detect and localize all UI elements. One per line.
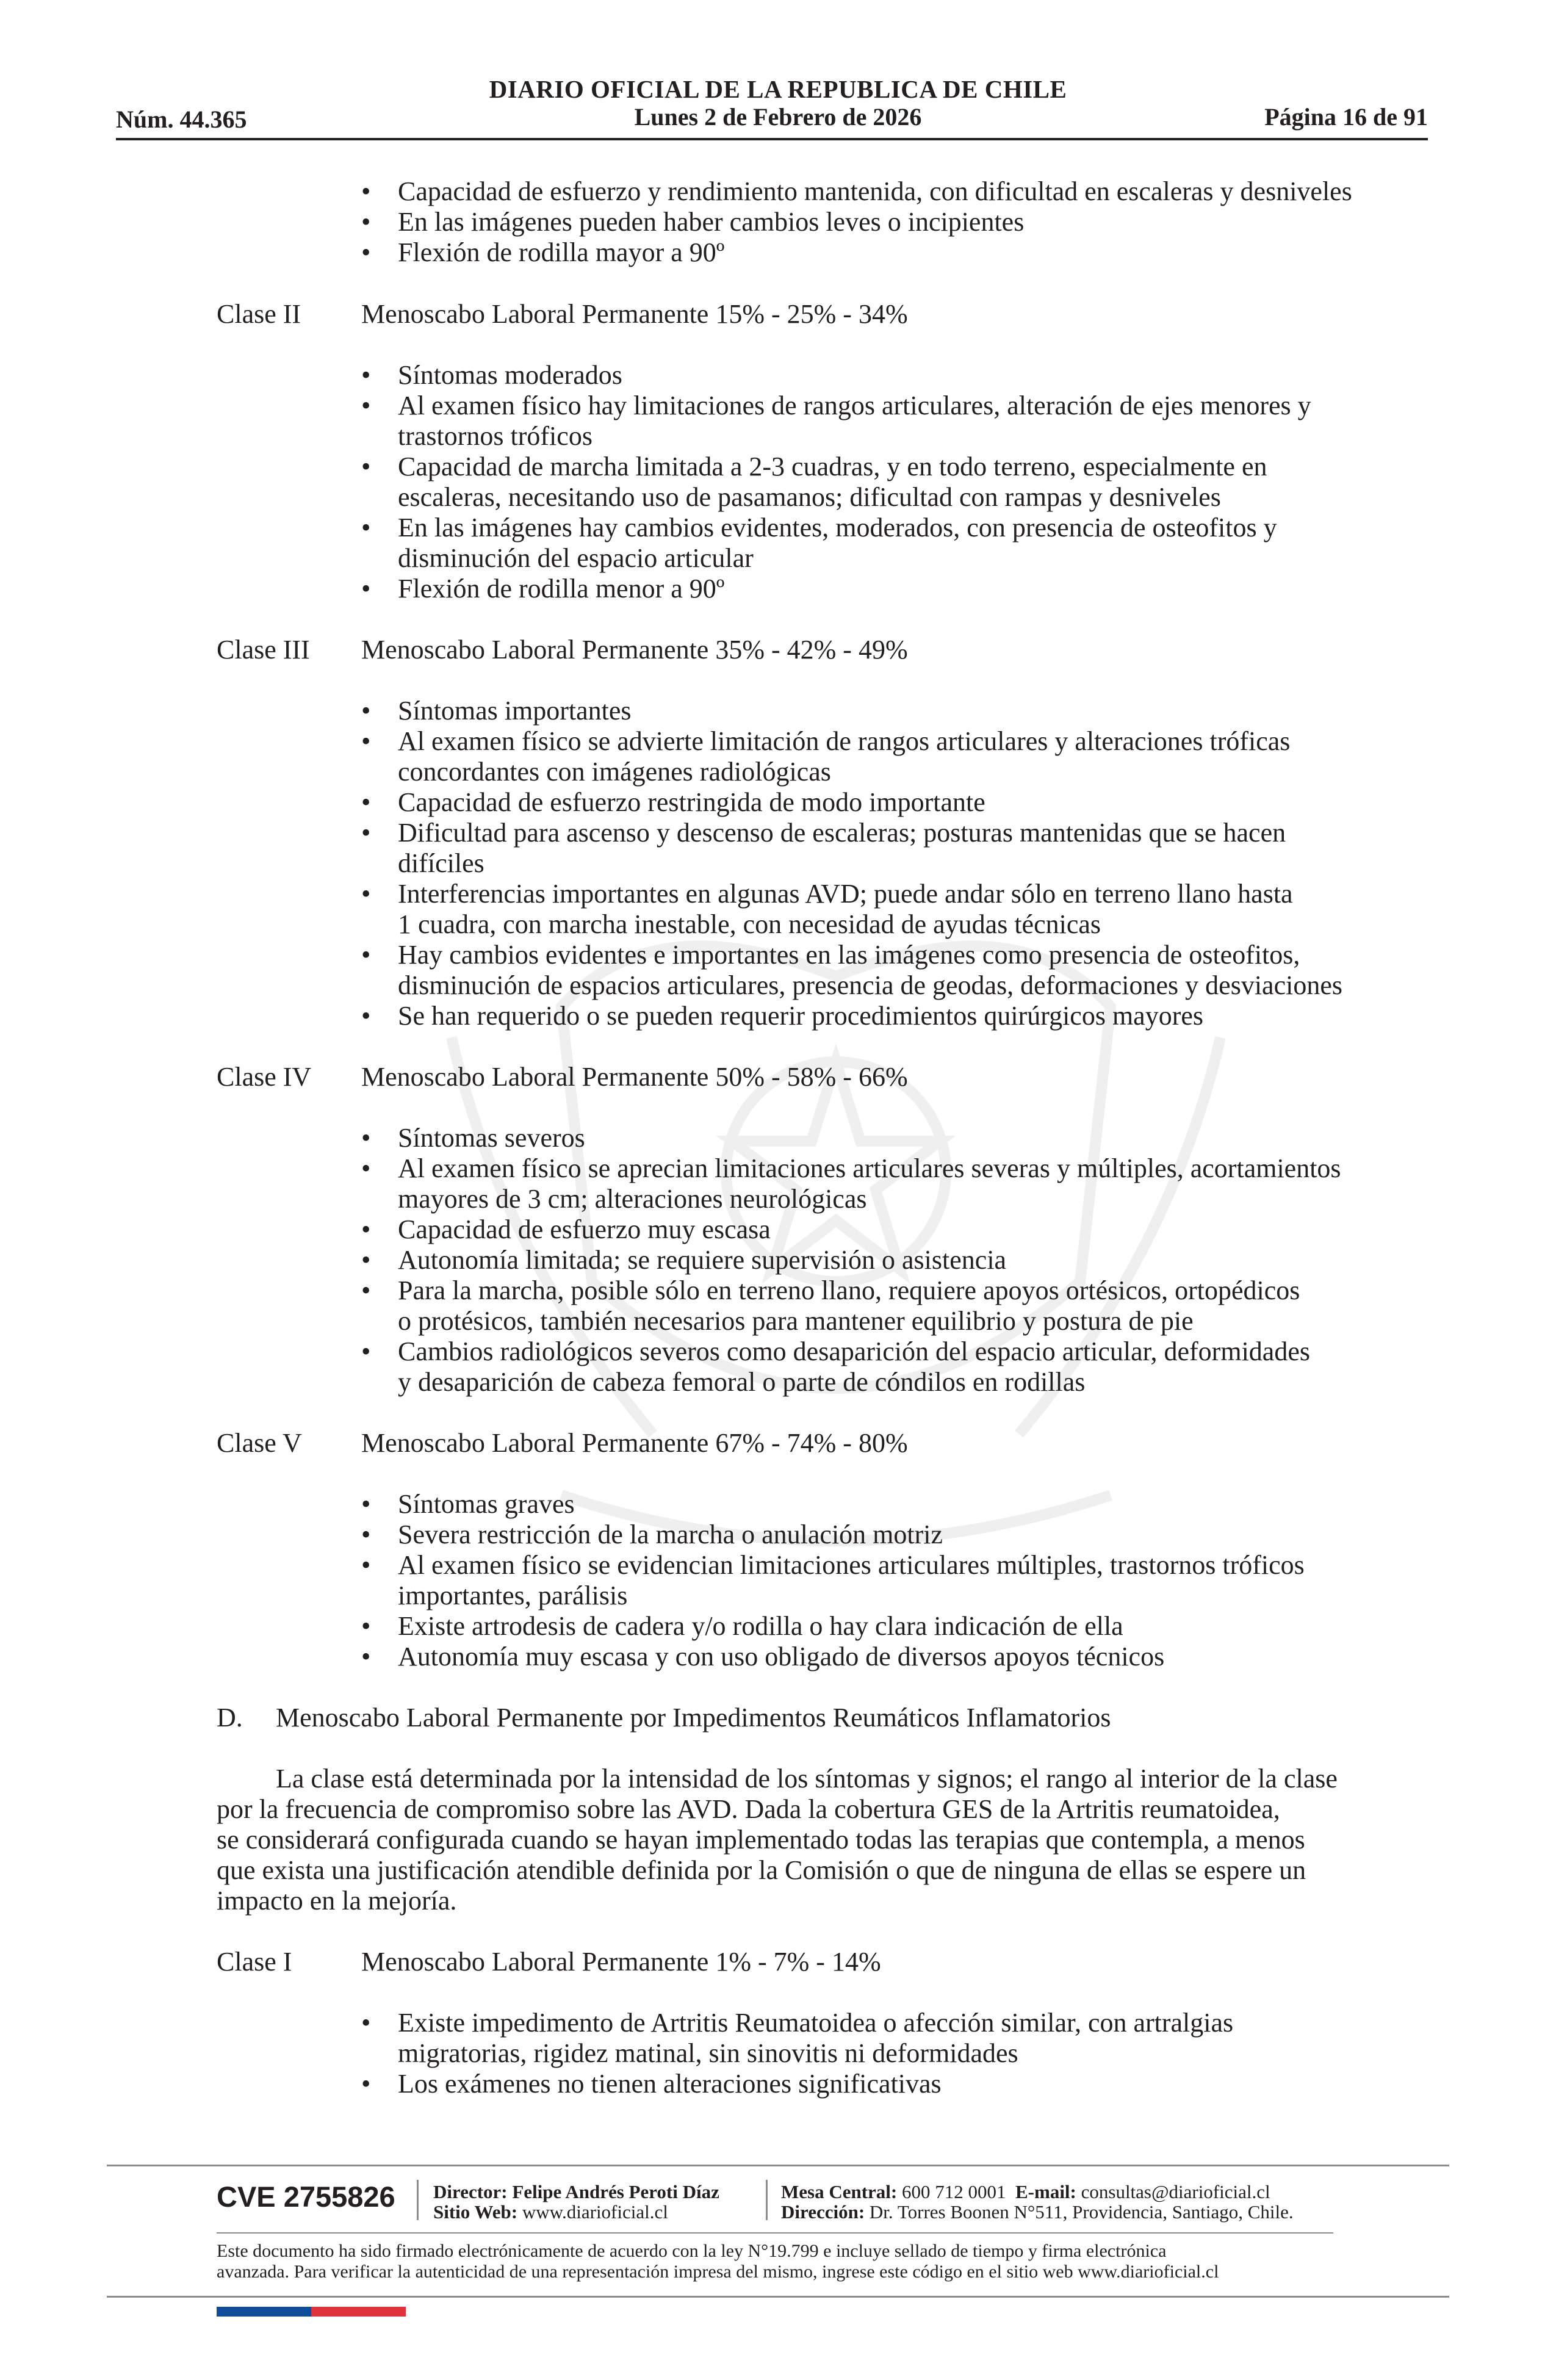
footer-director <box>433 2182 719 2202</box>
bullet-marker: • <box>361 879 371 909</box>
director-label: Director: <box>433 2181 508 2202</box>
list-item-continuation: trastornos tróficos <box>398 421 593 451</box>
paragraph-line: que exista una justificación atendible definida por la Comisión o que de ninguna de ellas se espere un <box>217 1855 1306 1885</box>
email-label: E-mail: <box>1015 2181 1076 2202</box>
list-item: Al examen físico se evidencian limitaciones articulares múltiples, trastornos tróficos <box>398 1550 1305 1580</box>
list-item: Síntomas moderados <box>398 360 622 390</box>
footer-separator <box>417 2180 419 2220</box>
section-letter: D. <box>217 1703 243 1733</box>
list-item-continuation: escaleras, necesitando uso de pasamanos; dificultad con rampas y desniveles <box>398 482 1221 512</box>
bullet-marker: • <box>361 1153 371 1183</box>
list-item: Severa restricción de la marcha o anulación motriz <box>398 1520 943 1549</box>
footer-divider <box>217 2232 1333 2234</box>
bullet-marker: • <box>361 1550 371 1580</box>
bullet-marker: • <box>361 1611 371 1641</box>
class-label: Clase II <box>217 299 301 329</box>
section-title: Menoscabo Laboral Permanente por Impedimentos Reumáticos Inflamatorios <box>276 1703 1111 1733</box>
menoscabo-range: Menoscabo Laboral Permanente 50% - 58% - 66% <box>361 1062 908 1092</box>
list-item-continuation: difíciles <box>398 848 484 878</box>
list-item-continuation: y desaparición de cabeza femoral o parte de cóndilos en rodillas <box>398 1367 1086 1397</box>
list-item: Dificultad para ascenso y descenso de escaleras; posturas mantenidas que se hacen <box>398 818 1286 848</box>
list-item-continuation: migratorias, rigidez matinal, sin sinovitis ni deformidades <box>398 2038 1018 2068</box>
footer-divider <box>107 2296 1449 2298</box>
class-label: Clase IV <box>217 1062 312 1092</box>
menoscabo-range: Menoscabo Laboral Permanente 67% - 74% - 80% <box>361 1428 908 1458</box>
list-item-continuation: o protésicos, también necesarios para mantener equilibrio y postura de pie <box>398 1306 1194 1336</box>
bullet-marker: • <box>361 391 371 420</box>
list-item: Al examen físico se advierte limitación de rangos articulares y alteraciones tróficas <box>398 726 1291 756</box>
menoscabo-range: Menoscabo Laboral Permanente 15% - 25% - 34% <box>361 299 908 329</box>
bullet-marker: • <box>361 207 371 237</box>
bullet-marker: • <box>361 1275 371 1305</box>
flag-stripe-blue <box>217 2307 311 2317</box>
menoscabo-range: Menoscabo Laboral Permanente 35% - 42% - 49% <box>361 635 908 665</box>
bullet-marker: • <box>361 696 371 726</box>
list-item: Capacidad de marcha limitada a 2-3 cuadras, y en todo terreno, especialmente en <box>398 452 1267 481</box>
bullet-marker: • <box>361 1520 371 1549</box>
bullet-marker: • <box>361 726 371 756</box>
paragraph-line: por la frecuencia de compromiso sobre las AVD. Dada la cobertura GES de la Artritis reumatoidea, <box>217 1794 1280 1824</box>
list-item: Hay cambios evidentes e importantes en las imágenes como presencia de osteofitos, <box>398 940 1300 970</box>
address-label: Dirección: <box>781 2201 865 2223</box>
issue-number: Núm. 44.365 <box>116 106 247 133</box>
list-item: Autonomía muy escasa y con uso obligado de diversos apoyos técnicos <box>398 1642 1165 1671</box>
bullet-marker: • <box>361 787 371 817</box>
legal-notice-line: avanzada. Para verificar la autenticidad de una representación impresa del mismo, ingrese este código en el sitio web www.diarioficial.cl <box>217 2262 1219 2282</box>
bullet-marker: • <box>361 176 371 206</box>
email-link[interactable]: consultas@diarioficial.cl <box>1081 2181 1270 2202</box>
paragraph-line: se considerará configurada cuando se hayan implementado todas las terapias que contempla, a menos <box>217 1825 1305 1855</box>
menoscabo-range: Menoscabo Laboral Permanente 1% - 7% - 14% <box>361 1947 881 1977</box>
issue-date: Lunes 2 de Febrero de 2026 <box>634 103 922 131</box>
phone-label: Mesa Central: <box>781 2181 898 2202</box>
list-item-continuation: disminución de espacios articulares, presencia de geodas, deformaciones y desviaciones <box>398 970 1342 1000</box>
bullet-marker: • <box>361 1214 371 1244</box>
class-label: Clase III <box>217 635 310 665</box>
header-divider <box>116 138 1428 140</box>
legal-notice-line: Este documento ha sido firmado electrónicamente de acuerdo con la ley N°19.799 e incluye sellado de tiempo y firma electrónica <box>217 2241 1167 2261</box>
class-label: Clase V <box>217 1428 302 1458</box>
footer-website <box>433 2202 668 2223</box>
paragraph-line: impacto en la mejoría. <box>217 1886 457 1916</box>
bullet-marker: • <box>361 1245 371 1275</box>
list-item: Existe artrodesis de cadera y/o rodilla o hay clara indicación de ella <box>398 1611 1123 1641</box>
footer-divider <box>107 2165 1449 2166</box>
list-item-continuation: mayores de 3 cm; alteraciones neurológicas <box>398 1184 867 1214</box>
bullet-marker: • <box>361 1001 371 1031</box>
website-link[interactable]: www.diarioficial.cl <box>522 2201 668 2223</box>
list-item: En las imágenes pueden haber cambios leves o incipientes <box>398 207 1025 237</box>
flag-stripe-red <box>311 2307 406 2317</box>
bullet-marker: • <box>361 1123 371 1153</box>
cve-code: CVE 2755826 <box>217 2180 395 2213</box>
footer-address <box>781 2202 1294 2223</box>
bullet-marker: • <box>361 574 371 604</box>
bullet-marker: • <box>361 940 371 970</box>
list-item: Cambios radiológicos severos como desaparición del espacio articular, deformidades <box>398 1336 1310 1366</box>
bullet-marker: • <box>361 818 371 848</box>
list-item: Al examen físico hay limitaciones de rangos articulares, alteración de ejes menores y <box>398 391 1311 420</box>
list-item: Flexión de rodilla menor a 90º <box>398 574 725 604</box>
class-label: Clase I <box>217 1947 292 1977</box>
list-item: Síntomas severos <box>398 1123 585 1153</box>
address-text: Dr. Torres Boonen N°511, Providencia, Santiago, Chile. <box>869 2201 1294 2223</box>
list-item: Interferencias importantes en algunas AVD; puede andar sólo en terreno llano hasta <box>398 879 1293 909</box>
bullet-marker: • <box>361 1642 371 1671</box>
list-item-continuation: disminución del espacio articular <box>398 543 754 573</box>
page-number: Página 16 de 91 <box>1264 103 1428 131</box>
footer-contact <box>781 2182 1270 2202</box>
bullet-marker: • <box>361 513 371 543</box>
list-item: Síntomas graves <box>398 1489 575 1519</box>
bullet-marker: • <box>361 360 371 390</box>
list-item: Capacidad de esfuerzo restringida de modo importante <box>398 787 985 817</box>
bullet-marker: • <box>361 237 371 267</box>
bullet-marker: • <box>361 2008 371 2038</box>
bullet-marker: • <box>361 2069 371 2099</box>
list-item: En las imágenes hay cambios evidentes, moderados, con presencia de osteofitos y <box>398 513 1277 543</box>
list-item: Para la marcha, posible sólo en terreno llano, requiere apoyos ortésicos, ortopédicos <box>398 1275 1300 1305</box>
list-item-continuation: 1 cuadra, con marcha inestable, con necesidad de ayudas técnicas <box>398 909 1101 939</box>
newspaper-title: DIARIO OFICIAL DE LA REPUBLICA DE CHILE <box>489 75 1067 103</box>
bullet-marker: • <box>361 1336 371 1366</box>
bullet-marker: • <box>361 1489 371 1519</box>
list-item: Existe impedimento de Artritis Reumatoidea o afección similar, con artralgias <box>398 2008 1234 2038</box>
list-item: Los exámenes no tienen alteraciones significativas <box>398 2069 942 2099</box>
phone-number: 600 712 0001 <box>902 2181 1006 2202</box>
list-item-continuation: importantes, parálisis <box>398 1581 628 1610</box>
paragraph-line: La clase está determinada por la intensidad de los síntomas y signos; el rango al interior de la clase <box>276 1764 1338 1794</box>
list-item: Autonomía limitada; se requiere supervisión o asistencia <box>398 1245 1007 1275</box>
list-item: Se han requerido o se pueden requerir procedimientos quirúrgicos mayores <box>398 1001 1203 1031</box>
list-item: Flexión de rodilla mayor a 90º <box>398 237 725 267</box>
list-item: Síntomas importantes <box>398 696 632 726</box>
list-item: Capacidad de esfuerzo y rendimiento mantenida, con dificultad en escaleras y desniveles <box>398 176 1352 206</box>
list-item-continuation: concordantes con imágenes radiológicas <box>398 757 831 787</box>
bullet-marker: • <box>361 452 371 481</box>
website-label: Sitio Web: <box>433 2201 518 2223</box>
list-item: Al examen físico se aprecian limitaciones articulares severas y múltiples, acortamientos <box>398 1153 1341 1183</box>
list-item: Capacidad de esfuerzo muy escasa <box>398 1214 771 1244</box>
footer-separator <box>766 2180 768 2220</box>
director-name: Felipe Andrés Peroti Díaz <box>512 2181 719 2202</box>
